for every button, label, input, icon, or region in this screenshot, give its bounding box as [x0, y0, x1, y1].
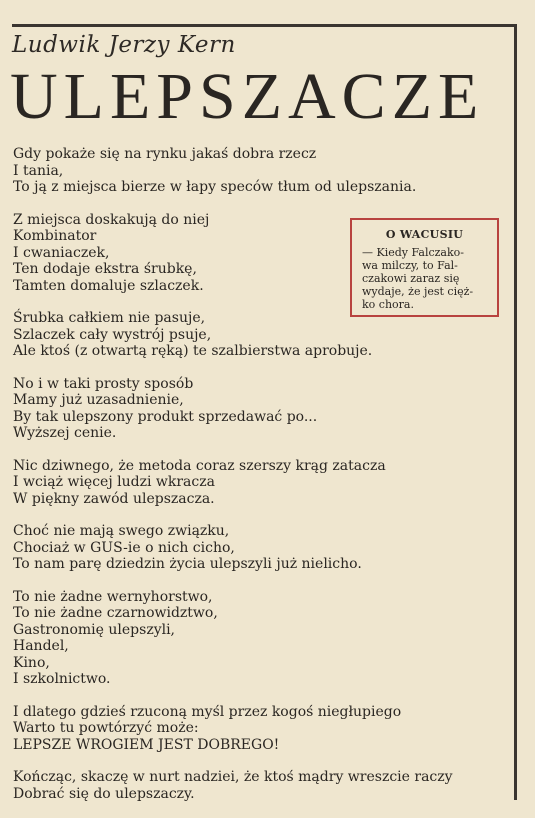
poem-line: LEPSZE WROGIEM JEST DOBREGO!	[13, 736, 280, 753]
poem-line: Handel,	[13, 638, 69, 654]
poem-line: To ją z miejsca bierze w łapy speców tłum od ulepszania.	[13, 179, 417, 195]
poem-line: I wciąż więcej ludzi wkracza	[13, 474, 215, 490]
sidebar-box	[350, 218, 499, 317]
poem-line: Gastronomię ulepszyli,	[13, 621, 176, 638]
poem-line: Mamy już uzasadnienie,	[13, 392, 184, 408]
right-column-rule	[514, 24, 517, 800]
poem-line: By tak ulepszony produkt sprzedawać po...	[13, 408, 318, 425]
poem-line: Śrubka całkiem nie pasuje,	[13, 310, 206, 326]
poem-line: W piękny zawód ulepszacza.	[13, 490, 215, 507]
poem-stanza	[13, 376, 503, 442]
sidebar-box-line: wydaje, że jest cięż-	[362, 285, 474, 298]
poem-stanza	[13, 589, 503, 688]
poem-line: I tania,	[13, 162, 64, 179]
poem-line: Warto tu powtórzyć może:	[13, 720, 199, 736]
poem-line: I cwaniaczek,	[13, 244, 110, 261]
poem-line: Gdy pokaże się na rynku jakaś dobra rzecz	[13, 146, 317, 162]
poem-title: ULEPSZACZE	[10, 60, 485, 133]
sidebar-box-line: — Kiedy Falczako-	[362, 246, 464, 259]
poem-line: To nam parę dziedzin życia ulepszyli już nielicho.	[13, 556, 362, 572]
poem-stanza	[13, 458, 503, 508]
poem-line: Tamten domaluje szlaczek.	[13, 277, 204, 294]
poem-line: Ale ktoś (z otwartą ręką) te szalbierstwa aprobuje.	[13, 343, 373, 359]
poem-line: Kończąc, skaczę w nurt nadziei, że ktoś mądry wreszcie raczy	[13, 769, 453, 785]
poem-stanza	[13, 310, 503, 360]
poem-line: I szkolnictwo.	[13, 671, 111, 687]
sidebar-box-line: czakowi zaraz się	[362, 272, 460, 285]
top-rule	[12, 24, 515, 27]
sidebar-box-line: ko chora.	[362, 298, 414, 311]
poem-stanza	[13, 704, 503, 754]
poem-line: Dobrać się do ulepszaczy.	[13, 785, 195, 802]
poem-stanza	[13, 523, 503, 573]
sidebar-box-title: O WACUSIU	[385, 228, 464, 241]
poem-stanza	[13, 769, 503, 802]
poem-line: To nie żadne wernyhorstwo,	[13, 588, 213, 605]
sidebar-box-body	[362, 246, 489, 311]
poem-line: Kombinator	[13, 228, 97, 244]
poem-line: No i w taki prosty sposób	[13, 375, 194, 392]
poem-line: Choć nie mają swego związku,	[13, 523, 230, 539]
poem-line: To nie żadne czarnowidztwo,	[13, 605, 218, 621]
poem-line: Ten dodaje ekstra śrubkę,	[13, 261, 197, 277]
sidebar-box-line: wa milczy, to Fal-	[362, 259, 458, 272]
poem-line: Chociaż w GUS-ie o nich cicho,	[13, 539, 235, 556]
poem-line: Szlaczek cały wystrój psuje,	[13, 326, 212, 343]
poem-stanza	[13, 146, 503, 196]
author-name: Ludwik Jerzy Kern	[12, 32, 236, 58]
poem-line: Wyższej cenie.	[13, 425, 117, 441]
poem-line: Z miejsca doskakują do niej	[13, 211, 210, 228]
poem-line: Kino,	[13, 654, 50, 671]
poem-line: Nic dziwnego, że metoda coraz szerszy krąg zatacza	[13, 457, 386, 474]
poem-line: I dlatego gdzieś rzuconą myśl przez kogoś niegłupiego	[13, 703, 402, 720]
